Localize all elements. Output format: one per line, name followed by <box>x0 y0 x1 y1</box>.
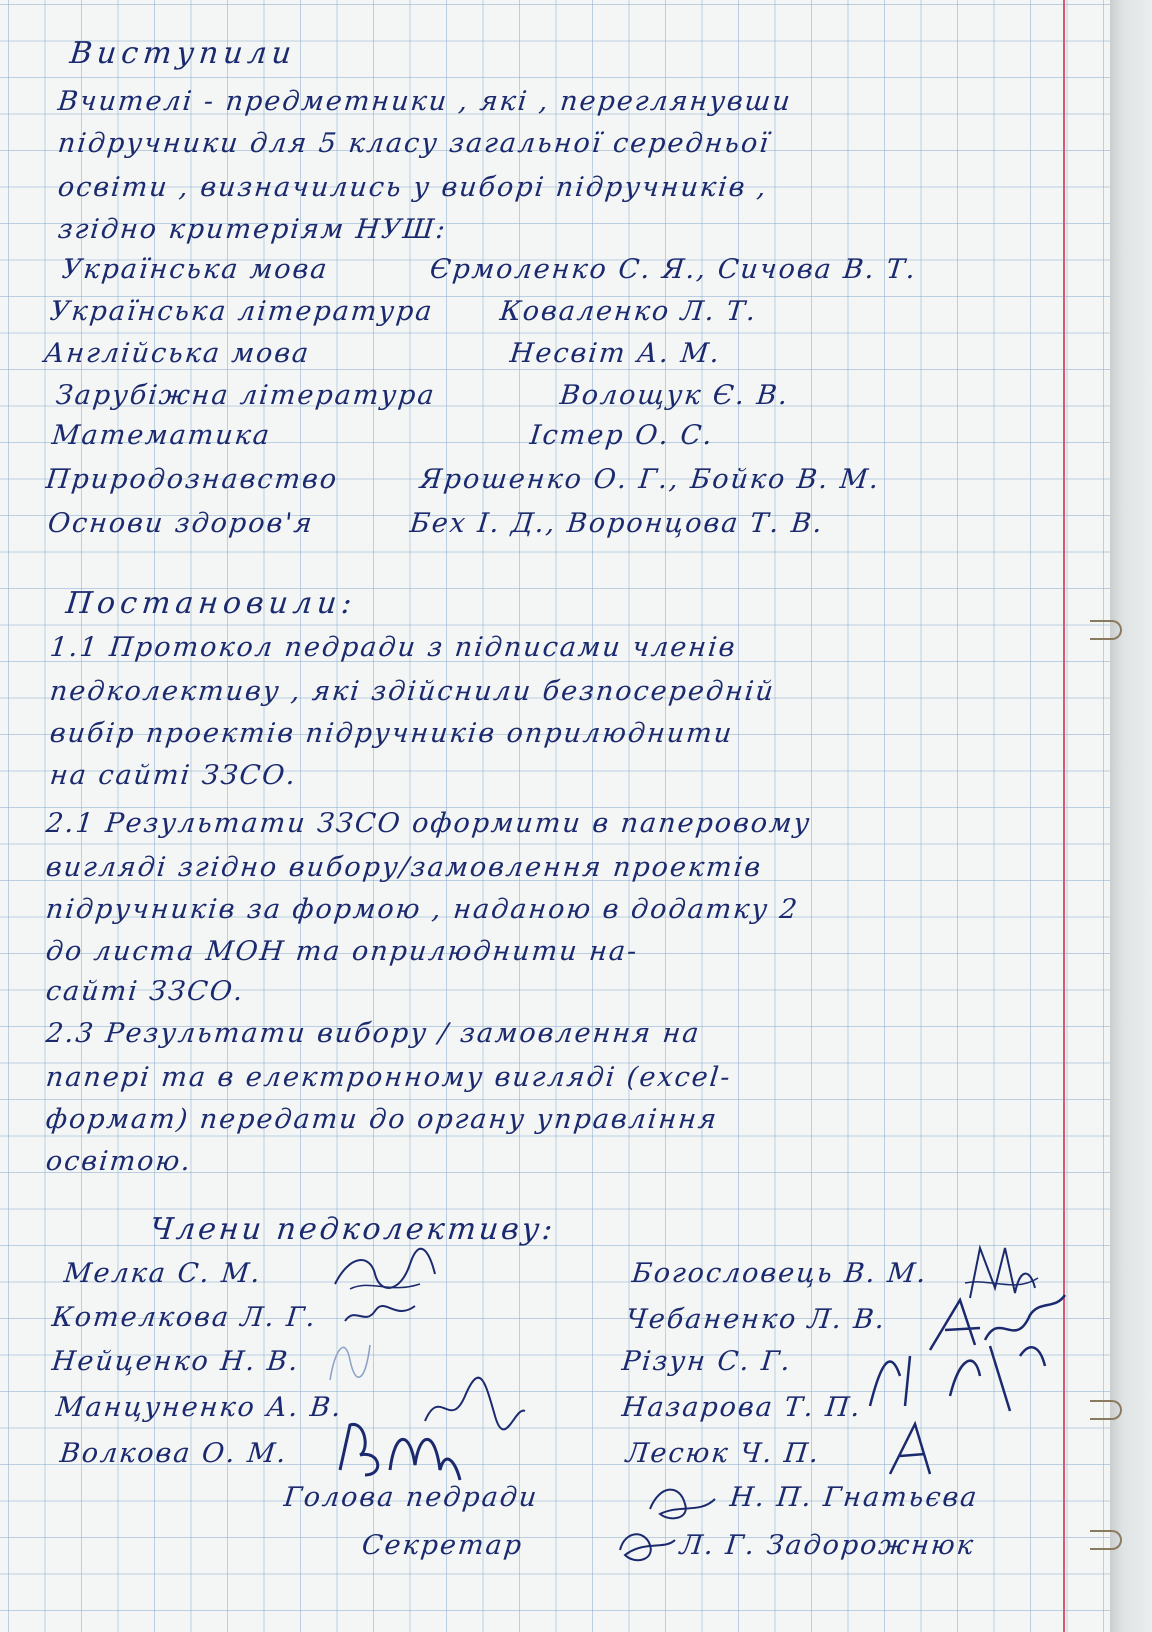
subject-teacher: Ярошенко О. Г., Бойко В. М. <box>418 464 882 495</box>
member-name-left: Котелкова Л. Г. <box>50 1302 319 1333</box>
subject-name: Математика <box>50 420 273 451</box>
binding-clip <box>1090 1530 1122 1550</box>
subject-name: Англійська мова <box>42 338 312 369</box>
members-heading: Члени педколективу: <box>148 1212 558 1247</box>
binding-clip <box>1090 1400 1122 1420</box>
subject-teacher: Істер О. С. <box>528 420 716 451</box>
member-name-left: Нейценко Н. В. <box>50 1346 302 1377</box>
subject-name: Природознавство <box>44 464 340 495</box>
subject-name: Українська література <box>48 296 436 327</box>
member-name-right: Назарова Т. П. <box>620 1392 864 1423</box>
member-name-right: Чебаненко Л. В. <box>624 1304 888 1335</box>
notebook-page-edge <box>1110 0 1152 1632</box>
subject-teacher: Єрмоленко С. Я., Сичова В. Т. <box>428 254 919 285</box>
subject-name: Українська мова <box>60 254 331 285</box>
binding-clip <box>1090 620 1122 640</box>
resolution-line: 2.1 Результати ЗЗСО оформити в паперовому <box>44 808 813 839</box>
subject-teacher: Несвіт А. М. <box>508 338 723 369</box>
member-name-right: Богословець В. М. <box>630 1258 930 1289</box>
subject-name: Основи здоров'я <box>46 508 316 539</box>
resolution-line: 2.3 Результати вибору / замовлення на <box>44 1018 703 1049</box>
subject-teacher: Волощук Є. В. <box>558 380 791 411</box>
signature <box>610 1520 680 1570</box>
member-name-left: Волкова О. М. <box>58 1438 290 1469</box>
subject-teacher: Коваленко Л. Т. <box>498 296 759 327</box>
subject-teacher: Бех І. Д., Воронцова Т. В. <box>408 508 826 539</box>
resolution-line: підручників за формою , наданою в додатку 2 <box>44 894 801 925</box>
signature <box>640 1474 720 1524</box>
signature <box>320 1330 380 1390</box>
text-line: Вчителі - предметники , які , переглянувши <box>56 86 794 117</box>
chair-name: Н. П. Гнатьєва <box>728 1482 981 1513</box>
text-line: освіти , визначились у виборі підручників , <box>56 172 770 203</box>
resolution-line: вигляді згідно вибору/замовлення проектів <box>44 852 764 883</box>
signature <box>880 1414 950 1484</box>
member-name-left: Мелка С. М. <box>62 1258 264 1289</box>
resolution-line: вибір проектів підручників оприлюднити <box>48 718 735 749</box>
member-name-right: Різун С. Г. <box>620 1346 794 1377</box>
resolution-line: папері та в електронному вигляді (excel- <box>44 1062 734 1093</box>
text-line: згідно критеріям НУШ: <box>56 214 449 245</box>
resolution-line: формат) передати до органу управління <box>44 1104 720 1135</box>
secretary-label: Секретар <box>360 1530 525 1561</box>
member-name-left: Манцуненко А. В. <box>54 1392 345 1423</box>
margin-line <box>1063 0 1065 1632</box>
member-name-right: Лесюк Ч. П. <box>624 1438 822 1469</box>
section-heading-postanovyly: Постановили: <box>64 586 359 621</box>
chair-label: Голова педради <box>282 1482 540 1513</box>
resolution-line: на сайті ЗЗСО. <box>48 760 299 791</box>
secretary-name: Л. Г. Задорожнюк <box>678 1530 977 1561</box>
signature <box>860 1336 1050 1416</box>
resolution-line: до листа МОН та оприлюднити на- <box>44 936 640 967</box>
signature <box>330 1244 440 1304</box>
text-line: підручники для 5 класу загальної середньої <box>56 128 772 159</box>
signature <box>330 1410 470 1490</box>
section-heading-vystupyly: Виступили <box>68 36 298 71</box>
resolution-line: 1.1 Протокол педради з підписами членів <box>48 632 739 663</box>
resolution-line: педколективу , які здійснили безпосередній <box>48 676 777 707</box>
resolution-line: сайті ЗЗСО. <box>44 976 247 1007</box>
subject-name: Зарубіжна література <box>54 380 438 411</box>
resolution-line: освітою. <box>44 1146 194 1177</box>
